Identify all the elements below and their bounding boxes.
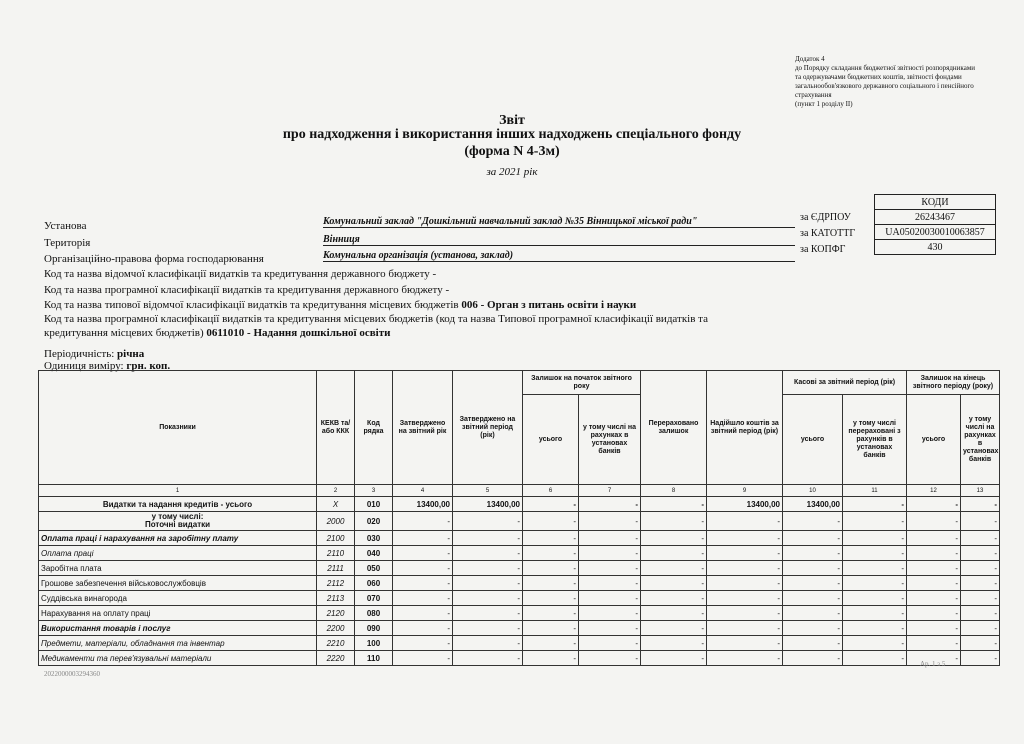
row-value: -: [579, 531, 641, 546]
row-value: -: [453, 591, 523, 606]
row-name: Предмети, матеріали, обладнання та інвентар: [39, 636, 317, 651]
row-code: 020: [355, 512, 393, 531]
column-number: 11: [843, 485, 907, 497]
footer-page: Ар. 1 з 5: [920, 660, 946, 668]
row-value: -: [453, 531, 523, 546]
table-row: [39, 512, 1000, 531]
row-value: -: [961, 576, 1000, 591]
row-name: Суддівська винагорода: [39, 591, 317, 606]
row-code: 100: [355, 636, 393, 651]
row-value: -: [783, 546, 843, 561]
row-value: -: [843, 531, 907, 546]
row-value: -: [393, 576, 453, 591]
report-table: [38, 370, 1000, 666]
row-value: -: [707, 561, 783, 576]
row-value: -: [523, 606, 579, 621]
row-value: -: [453, 576, 523, 591]
institution-label: Установа: [44, 220, 87, 232]
typical-dept-class-value: 006 - Орган з питань освіти і науки: [461, 299, 637, 311]
row-value: -: [843, 497, 907, 512]
row-name: Використання товарів і послуг: [39, 621, 317, 636]
row-value: -: [579, 651, 641, 666]
report-subtitle: про надходження і використання інших надходжень спеціального фонду: [282, 127, 742, 142]
row-value: -: [641, 576, 707, 591]
row-value: -: [523, 531, 579, 546]
footer-id: 2022000003294360: [44, 670, 100, 678]
territory-value: Вінниця: [323, 234, 795, 246]
row-value: -: [641, 497, 707, 512]
table-row: [39, 546, 1000, 561]
row-value: -: [907, 576, 961, 591]
row-value: -: [707, 531, 783, 546]
annex-line: та одержувачами бюджетних коштів, звітності фондами: [795, 73, 962, 81]
row-value: -: [843, 561, 907, 576]
column-number: 1: [39, 485, 317, 497]
col-balance-start-banks: у тому числі на рахунках в установах банків: [579, 395, 641, 485]
row-value: -: [453, 561, 523, 576]
row-kekv: X: [317, 497, 355, 512]
row-code: 030: [355, 531, 393, 546]
row-value: -: [961, 546, 1000, 561]
codes-table: [874, 194, 996, 255]
report-year: за 2021 рік: [486, 166, 538, 178]
row-name: Оплата праці: [39, 546, 317, 561]
row-value: -: [907, 512, 961, 531]
report-title: Звіт: [499, 113, 525, 128]
row-value: -: [393, 651, 453, 666]
edrpou-label: за ЄДРПОУ: [800, 212, 851, 223]
row-value: -: [783, 606, 843, 621]
katottg-value: UA05020030010063857: [875, 225, 996, 240]
row-value: -: [843, 636, 907, 651]
row-value: -: [579, 576, 641, 591]
row-code: 010: [355, 497, 393, 512]
col-balance-start-total: усього: [523, 395, 579, 485]
typical-dept-class-line: [44, 299, 636, 311]
row-value: -: [393, 531, 453, 546]
row-value: -: [641, 621, 707, 636]
row-value: -: [843, 651, 907, 666]
dept-class-line: Код та назва відомчої класифікації видатків та кредитування державного бюджету -: [44, 268, 437, 280]
row-value: -: [961, 636, 1000, 651]
katottg-label: за КАТОТТГ: [800, 228, 856, 239]
codes-header: КОДИ: [875, 195, 996, 210]
row-value: -: [783, 636, 843, 651]
unit-value: грн. коп.: [126, 360, 171, 372]
typical-dept-class-label: Код та назва типової відомчої класифікації видатків та кредитування місцевих бюджетів: [44, 299, 459, 311]
periodicity-label: Періодичність:: [44, 348, 115, 360]
row-value: -: [523, 561, 579, 576]
row-value: -: [707, 546, 783, 561]
row-code: 060: [355, 576, 393, 591]
row-value: -: [641, 651, 707, 666]
row-value: -: [523, 651, 579, 666]
local-program-class-value: 0611010 - Надання дошкільної освіти: [206, 327, 391, 339]
row-value: -: [907, 591, 961, 606]
row-value: -: [707, 576, 783, 591]
row-value: -: [707, 621, 783, 636]
row-value: -: [961, 606, 1000, 621]
col-transferred: Перераховано залишок: [641, 371, 707, 485]
row-value: -: [393, 606, 453, 621]
row-value: -: [579, 497, 641, 512]
column-number: 2: [317, 485, 355, 497]
row-kekv: 2120: [317, 606, 355, 621]
row-value: -: [393, 512, 453, 531]
column-number: 4: [393, 485, 453, 497]
org-form-label: Організаційно-правова форма господарювання: [44, 253, 264, 265]
periodicity-value: річна: [117, 348, 145, 360]
report-form: (форма N 4-3м): [464, 144, 560, 159]
annex-line: страхування: [795, 91, 832, 99]
row-code: 090: [355, 621, 393, 636]
row-value: -: [641, 606, 707, 621]
row-value: -: [579, 636, 641, 651]
row-value: -: [453, 512, 523, 531]
col-code: Код рядка: [355, 371, 393, 485]
row-code: 040: [355, 546, 393, 561]
table-row: [39, 561, 1000, 576]
col-cash-total: усього: [783, 395, 843, 485]
row-kekv: 2000: [317, 512, 355, 531]
row-value: -: [523, 591, 579, 606]
row-value: -: [907, 546, 961, 561]
row-kekv: 2110: [317, 546, 355, 561]
row-value: -: [579, 621, 641, 636]
col-approved-year: Затверджено на звітний рік: [393, 371, 453, 485]
column-number: 3: [355, 485, 393, 497]
local-program-class-line2: [44, 327, 390, 339]
col-balance-end-total: усього: [907, 395, 961, 485]
unit-label: Одиниця виміру:: [44, 360, 124, 372]
row-value: -: [907, 531, 961, 546]
column-number: 10: [783, 485, 843, 497]
annex-line: Додаток 4: [795, 55, 825, 63]
col-indicators: Показники: [39, 371, 317, 485]
row-value: -: [843, 606, 907, 621]
row-value: -: [961, 591, 1000, 606]
row-value: -: [523, 497, 579, 512]
table-row: [39, 621, 1000, 636]
row-value: -: [961, 561, 1000, 576]
col-approved-period: Затверджено на звітний період (рік): [453, 371, 523, 485]
column-number-row: [39, 485, 1000, 497]
institution-value: Комунальний заклад "Дошкільний навчальний заклад №35 Вінницької міської ради": [323, 216, 795, 228]
row-code: 080: [355, 606, 393, 621]
row-value: -: [783, 576, 843, 591]
row-value: -: [453, 606, 523, 621]
row-kekv: 2210: [317, 636, 355, 651]
row-value: -: [523, 636, 579, 651]
row-value: -: [523, 576, 579, 591]
row-value: -: [783, 591, 843, 606]
row-value: -: [907, 606, 961, 621]
row-value: -: [961, 621, 1000, 636]
table-row: [39, 651, 1000, 666]
annex-line: загальнообов'язкового державного соціального і пенсійного: [795, 82, 974, 90]
row-value: -: [843, 591, 907, 606]
annex-note: [795, 55, 1005, 109]
row-value: -: [393, 636, 453, 651]
row-value: -: [843, 576, 907, 591]
row-value: -: [641, 531, 707, 546]
row-kekv: 2113: [317, 591, 355, 606]
row-kekv: 2100: [317, 531, 355, 546]
kopfg-value: 430: [875, 240, 996, 255]
row-value: -: [523, 546, 579, 561]
col-balance-end-banks: у тому числі на рахунках в установах банків: [961, 395, 1000, 485]
row-value: -: [783, 531, 843, 546]
row-value: -: [453, 621, 523, 636]
row-value: -: [961, 497, 1000, 512]
row-value: -: [907, 561, 961, 576]
row-value: -: [579, 512, 641, 531]
kopfg-label: за КОПФГ: [800, 244, 846, 255]
row-value: -: [641, 636, 707, 651]
row-name: Медикаменти та перев'язувальні матеріали: [39, 651, 317, 666]
row-value: -: [579, 546, 641, 561]
row-value: 13400,00: [707, 497, 783, 512]
row-value: -: [523, 621, 579, 636]
row-value: 13400,00: [393, 497, 453, 512]
column-number: 9: [707, 485, 783, 497]
row-value: -: [393, 561, 453, 576]
row-value: -: [707, 606, 783, 621]
local-program-class-label: кредитування місцевих бюджетів): [44, 327, 204, 339]
row-kekv: 2111: [317, 561, 355, 576]
local-program-class-line: Код та назва програмної класифікації видатків та кредитування місцевих бюджетів (код та назва Типової програмної класифікації видатків та: [44, 313, 708, 325]
row-value: -: [961, 531, 1000, 546]
row-value: -: [393, 546, 453, 561]
column-number: 7: [579, 485, 641, 497]
row-value: -: [453, 636, 523, 651]
col-cash-banks: у тому числі перераховані з рахунків в установах банків: [843, 395, 907, 485]
row-value: -: [453, 651, 523, 666]
row-value: -: [907, 621, 961, 636]
row-value: -: [641, 512, 707, 531]
org-form-value: Комунальна організація (установа, заклад): [323, 250, 795, 262]
row-value: -: [707, 512, 783, 531]
row-value: -: [523, 512, 579, 531]
row-value: -: [641, 561, 707, 576]
row-value: -: [843, 512, 907, 531]
row-value: -: [783, 651, 843, 666]
row-name: Нарахування на оплату праці: [39, 606, 317, 621]
row-value: -: [707, 636, 783, 651]
table-body: [39, 497, 1000, 666]
column-number: 8: [641, 485, 707, 497]
column-number: 12: [907, 485, 961, 497]
row-kekv: 2200: [317, 621, 355, 636]
row-code: 110: [355, 651, 393, 666]
row-value: -: [843, 546, 907, 561]
table-row: [39, 531, 1000, 546]
territory-label: Територія: [44, 237, 91, 249]
row-value: -: [961, 512, 1000, 531]
column-number: 6: [523, 485, 579, 497]
col-kekv: КЕКВ та/або ККК: [317, 371, 355, 485]
row-value: -: [783, 621, 843, 636]
table-row: [39, 576, 1000, 591]
col-balance-end: Залишок на кінець звітного періоду (року): [907, 371, 1000, 395]
col-balance-start: Залишок на початок звітного року: [523, 371, 641, 395]
row-kekv: 2112: [317, 576, 355, 591]
row-value: -: [579, 606, 641, 621]
table-row: [39, 591, 1000, 606]
row-value: -: [907, 651, 961, 666]
row-value: 13400,00: [453, 497, 523, 512]
row-value: 13400,00: [783, 497, 843, 512]
table-row: [39, 497, 1000, 512]
row-value: -: [707, 651, 783, 666]
row-value: -: [641, 591, 707, 606]
row-value: -: [453, 546, 523, 561]
table-row: [39, 606, 1000, 621]
row-value: -: [843, 621, 907, 636]
col-received: Надійшло коштів за звітний період (рік): [707, 371, 783, 485]
row-value: -: [783, 561, 843, 576]
row-value: -: [907, 636, 961, 651]
row-value: -: [393, 621, 453, 636]
row-value: -: [579, 561, 641, 576]
row-kekv: 2220: [317, 651, 355, 666]
row-value: -: [707, 591, 783, 606]
periodicity: [44, 348, 144, 360]
row-name: Видатки та надання кредитів - усього: [39, 497, 317, 512]
row-value: -: [579, 591, 641, 606]
annex-line: до Порядку складання бюджетної звітності розпорядниками: [795, 64, 976, 72]
column-number: 13: [961, 485, 1000, 497]
row-value: -: [393, 591, 453, 606]
row-code: 050: [355, 561, 393, 576]
row-name: Оплата праці і нарахування на заробітну плату: [39, 531, 317, 546]
row-name: Грошове забезпечення військовослужбовців: [39, 576, 317, 591]
row-value: -: [641, 546, 707, 561]
row-value: -: [907, 497, 961, 512]
table-row: [39, 636, 1000, 651]
column-number: 5: [453, 485, 523, 497]
row-value: -: [783, 512, 843, 531]
row-code: 070: [355, 591, 393, 606]
program-class-line: Код та назва програмної класифікації видатків та кредитування державного бюджету -: [44, 284, 450, 296]
row-name: Заробітна плата: [39, 561, 317, 576]
edrpou-value: 26243467: [875, 210, 996, 225]
annex-line: (пункт 1 розділу ІІ): [795, 100, 853, 108]
col-cash: Касові за звітний період (рік): [783, 371, 907, 395]
row-value: -: [961, 651, 1000, 666]
row-name: у тому числі: Поточні видатки: [39, 512, 317, 531]
